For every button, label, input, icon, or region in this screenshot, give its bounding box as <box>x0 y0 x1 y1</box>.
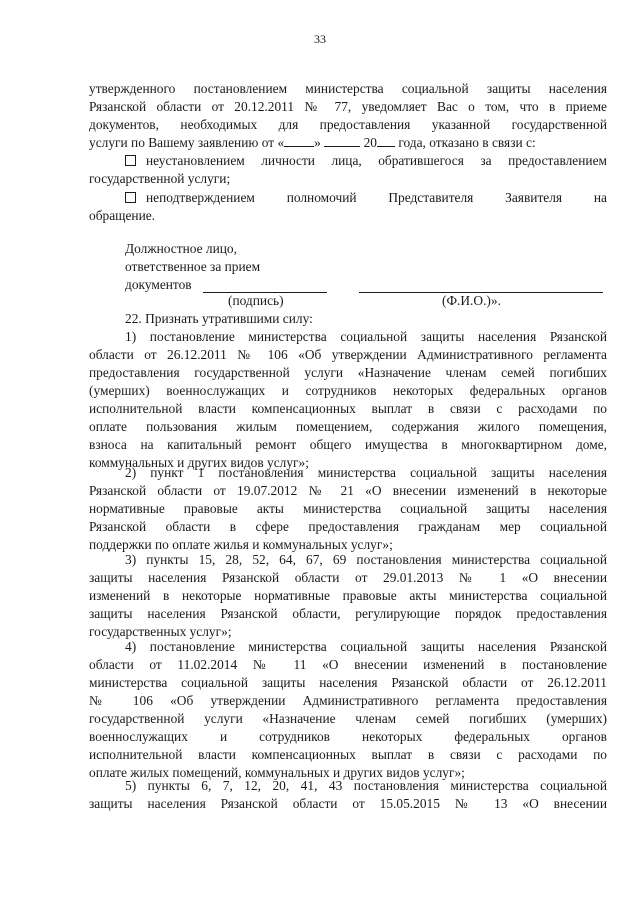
name-caption: (Ф.И.О.)». <box>442 293 501 308</box>
reason-1 <box>89 152 607 188</box>
text-line: министерства социальной защиты населения Рязанской области от 26.12.2011 <box>89 675 607 690</box>
text-line: государственной услуги; <box>89 171 231 186</box>
date-line: услуги по Вашему заявлению от « » 20 года, отказано в связи с: <box>89 135 536 150</box>
text-line: Рязанской области в сфере предоставления гражданам мер социальной <box>89 519 607 534</box>
text-line: 4) постановление министерства социальной защиты населения Рязанской <box>125 639 607 654</box>
text-line: области от 26.12.2011 № 106 «Об утверждении Административного регламента <box>89 347 607 362</box>
reason-1-line: неустановлением личности лица, обратившегося за предоставлением <box>89 152 607 170</box>
month-blank <box>324 134 360 147</box>
text-line: предоставления государственной услуги «Назначение членам семей погибших <box>89 365 607 380</box>
text-line: Рязанской области от 19.07.2012 № 21 «О внесении изменений в некоторые <box>89 483 607 498</box>
text-line: 5) пункты 6, 7, 12, 20, 41, 43 постановления министерства социальной <box>125 778 607 793</box>
signature-caption: (подпись) <box>228 293 284 308</box>
text-line: обращение. <box>89 208 156 223</box>
text-line: документов, необходимых для предоставления указанной государственной <box>89 117 607 132</box>
text-line: защиты населения Рязанской области от 15.05.2015 № 13 «О внесении <box>89 796 607 811</box>
reason-2-line: неподтверждением полномочий Представителя Заявителя на <box>89 189 607 207</box>
item-22-heading: 22. Признать утратившими силу: <box>125 311 313 326</box>
text-line: нормативные правовые акты министерства социальной защиты населения <box>89 501 607 516</box>
subitem-4 <box>89 638 607 782</box>
text-line: военнослужащих и сотрудников некоторых федеральных органов <box>89 729 607 744</box>
text-line: поддержки по оплате жилья и коммунальных услуг»; <box>89 537 393 552</box>
text-line: защиты населения Рязанской области от 29.01.2013 № 1 «О внесении <box>89 570 607 585</box>
signature-block <box>125 240 485 294</box>
reason-2 <box>89 189 607 225</box>
text-line: коммунальных и других видов услуг»; <box>89 455 309 470</box>
text-line: государственных услуг»; <box>89 624 232 639</box>
text-line: оплате жилых помещений, коммунальных и других видов услуг»; <box>89 765 465 780</box>
text-line: исполнительной власти компенсационных выплат в связи с расходами по <box>89 747 607 762</box>
text-line: государственной услуги «Назначение членам семей погибших (умерших) <box>89 711 607 726</box>
year-blank <box>377 134 395 147</box>
official-subtitle: ответственное за прием <box>125 259 261 274</box>
text-line: оплате пользования жилым помещением, содержания жилого помещения, <box>89 419 607 434</box>
subitem-3 <box>89 551 607 641</box>
checkbox[interactable] <box>125 155 136 166</box>
text-line: № 106 «Об утверждении Административного регламента предоставления <box>89 693 607 708</box>
text-line: 3) пункты 15, 28, 52, 64, 67, 69 постановления министерства социальной <box>125 552 607 567</box>
day-blank <box>284 134 314 147</box>
text-line: защиты населения Рязанской области, регулирующие порядок предоставления <box>89 606 607 621</box>
text-line: изменений в некоторые нормативные правовые акты министерства социальной <box>89 588 607 603</box>
text-line: 2) пункт 1 постановления министерства социальной защиты населения <box>125 465 607 480</box>
intro-paragraph <box>89 80 607 152</box>
checkbox[interactable] <box>125 192 136 203</box>
subitem-5 <box>89 777 607 813</box>
official-title: Должностное лицо, <box>125 241 237 256</box>
subitem-1 <box>89 328 607 472</box>
text-line: утвержденного постановлением министерства социальной защиты населения <box>89 81 607 96</box>
subitem-2 <box>89 464 607 554</box>
text-line: исполнительной власти компенсационных выплат в связи с расходами по <box>89 401 607 416</box>
text-line: взноса на капитальный ремонт общего имущества в многоквартирном доме, <box>89 437 607 452</box>
text-line: (умерших) военнослужащих и сотрудников некоторых федеральных органов <box>89 383 607 398</box>
page-number: 33 <box>314 32 326 46</box>
text-line: 1) постановление министерства социальной защиты населения Рязанской <box>125 329 607 344</box>
documents-label: документов <box>125 277 192 292</box>
text-line: Рязанской области от 20.12.2011 № 77, уведомляет Вас о том, что в приеме <box>89 99 607 114</box>
text-line: области от 11.02.2014 № 11 «О внесении изменений в постановление <box>89 657 607 672</box>
